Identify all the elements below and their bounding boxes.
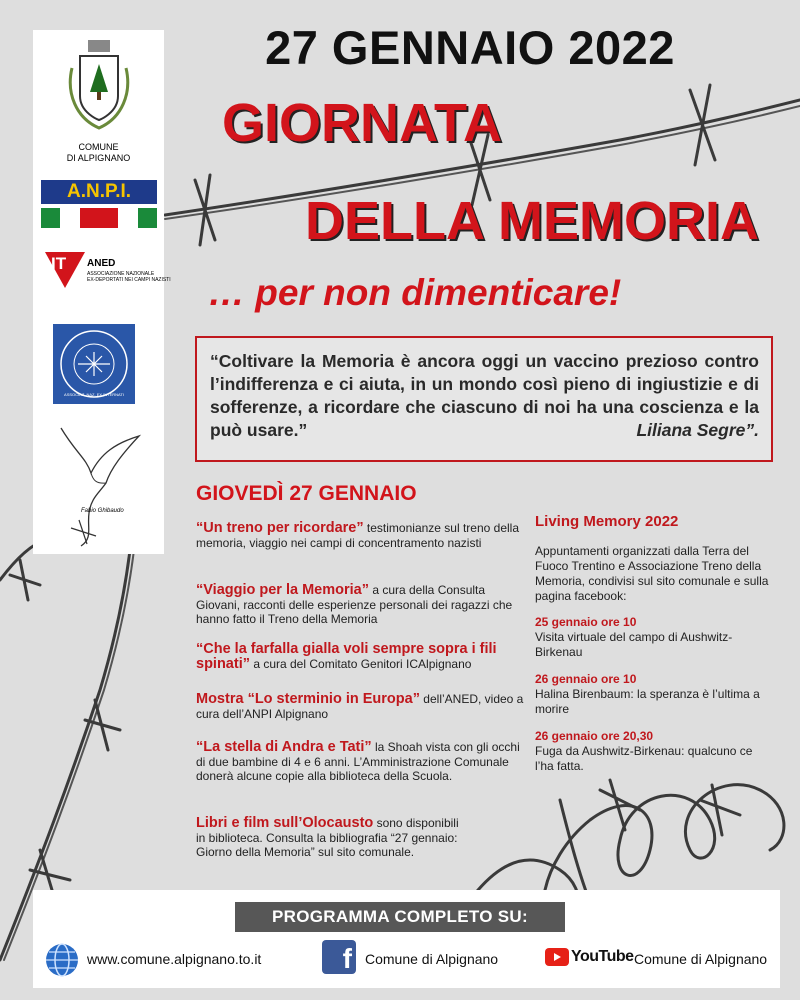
program-event [196, 521, 526, 550]
program-event [196, 740, 526, 784]
program-day-heading: GIOVEDÌ 27 GENNAIO [196, 482, 417, 505]
living-memory-item [535, 672, 765, 717]
event-title: “Viaggio per la Memoria” [196, 582, 369, 598]
event-desc: a cura del Comitato Genitori ICAlpignano [249, 656, 472, 671]
item-desc: Fuga da Aushwitz-Birkenau: qualcuno ce l’ha fatta. [535, 744, 753, 773]
facebook-link[interactable]: Comune di Alpignano [365, 951, 499, 967]
event-desc: dell’ANED, video a cura dell’ANPI Alpignano [196, 692, 524, 721]
anei-logo [53, 324, 135, 404]
youtube-brand: YouTube [571, 948, 634, 965]
event-title: “Che la farfalla gialla voli sempre sopra i fili spinati” [196, 641, 497, 672]
aned-line1: ASSOCIAZIONE NAZIONALE [87, 271, 155, 277]
living-memory-item [535, 729, 760, 774]
event-title: Mostra “Lo sterminio in Europa” [196, 691, 420, 707]
living-memory-title: Living Memory 2022 [535, 513, 679, 530]
coat-of-arms-icon [66, 38, 132, 138]
item-date: 25 gennaio ore 10 [535, 615, 637, 629]
aned-it-label: IT [51, 254, 67, 273]
program-event [196, 692, 526, 721]
facebook-icon[interactable]: f [322, 940, 356, 974]
quote-text: “Coltivare la Memoria è ancora oggi un vaccino prezioso contro l’indifferenza e ci aiuta, in un mondo così pieno di ingiustizie e di sofferenze, a ricordare che ciascuno di noi ha una coscienza e la può usare.” [210, 351, 759, 440]
youtube-icon[interactable] [545, 948, 569, 966]
item-date: 26 gennaio ore 10 [535, 672, 637, 686]
anpi-label: A.N.P.I. [41, 180, 157, 204]
quote-author: Liliana Segre”. [636, 420, 759, 440]
logo-sidebar [33, 30, 171, 554]
website-link[interactable]: www.comune.alpignano.to.it [87, 951, 262, 967]
artist-signature: Fabio Ghibaudo [81, 508, 124, 514]
event-desc: a cura della Consulta Giovani, racconti delle esperienze personali dei ragazzi che hanno fatto il Treno della Memoria [196, 583, 513, 626]
globe-icon [44, 942, 80, 978]
event-title: Libri e film sull’Olocausto [196, 815, 374, 831]
title-giornata: GIORNATA [222, 93, 502, 153]
event-desc: testimonianze sul treno della memoria, viaggio nei campi di concentramento nazisti [196, 521, 520, 550]
aned-logo [45, 252, 171, 312]
living-memory-intro: Appuntamenti organizzati dalla Terra del Fuoco Trentino e Associazione Treno della Memoria, condivisi sul sito comunale e sulla pagina facebook: [535, 544, 769, 603]
dove-drawing-icon [51, 418, 151, 548]
item-desc: Halina Birenbaum: la speranza è l’ultima a morire [535, 687, 760, 716]
living-memory-item [535, 615, 765, 660]
event-date-title: 27 GENNAIO 2022 [265, 21, 675, 74]
program-event [196, 642, 516, 671]
comune-label-line2: DI ALPIGNANO [66, 153, 131, 163]
event-title: “La stella di Andra e Tati” [196, 739, 372, 755]
aned-line2: EX-DEPORTATI NEI CAMPI NAZISTI [87, 277, 171, 283]
event-title: “Un treno per ricordare” [196, 520, 364, 536]
youtube-link[interactable]: Comune di Alpignano [634, 951, 768, 967]
program-complete-label: PROGRAMMA COMPLETO SU: [235, 902, 565, 932]
anpi-logo [41, 180, 157, 230]
title-della-memoria: DELLA MEMORIA [305, 191, 759, 251]
event-desc: la Shoah vista con gli occhi di due bambine di 4 e 6 anni. L’Amministrazione Comunale donerà alcune copie alla biblioteca della Scuola. [196, 740, 520, 783]
anei-label: ASSOCIAZ. NAZ. EX INTERNATI [64, 392, 124, 397]
item-desc: Visita virtuale del campo di Aushwitz-Birkenau [535, 630, 733, 659]
comune-label-line1: COMUNE [78, 142, 119, 152]
aned-label: ANED [87, 258, 116, 269]
item-date: 26 gennaio ore 20,30 [535, 729, 654, 743]
quote-box [195, 336, 773, 462]
subtitle: … per non dimenticare! [208, 272, 622, 313]
event-desc: sono disponibili in biblioteca. Consulta la bibliografia “27 gennaio: Giorno della Memoria” sul sito comunale. [196, 816, 459, 859]
program-event [196, 816, 461, 860]
program-event [196, 583, 526, 627]
